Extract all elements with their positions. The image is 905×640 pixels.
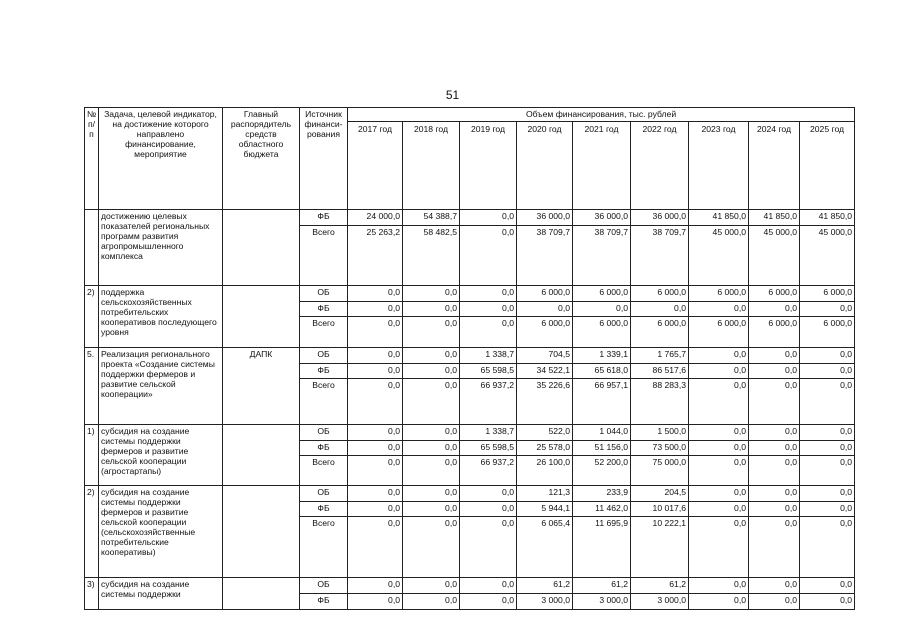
amount-cell: 0,0	[800, 502, 855, 517]
amount-cell: 66 937,2	[460, 379, 517, 425]
amount-cell: 36 000,0	[517, 210, 573, 226]
amount-cell: 0,0	[800, 425, 855, 441]
amount-cell: 10 222,1	[631, 517, 689, 578]
amount-cell: 45 000,0	[749, 226, 800, 286]
amount-cell: 0,0	[800, 302, 855, 317]
header-year: 2024 год	[749, 122, 800, 210]
amount-cell: 45 000,0	[689, 226, 749, 286]
amount-cell: 0,0	[460, 517, 517, 578]
amount-cell: 35 226,6	[517, 379, 573, 425]
task-description: субсидия на создание системы поддержки фермеров и развитие сельской кооперации (агростартапы)	[99, 425, 223, 486]
amount-cell: 0,0	[460, 317, 517, 348]
budget-manager	[223, 286, 300, 348]
amount-cell: 11 695,9	[573, 517, 631, 578]
table-row	[85, 348, 855, 364]
amount-cell: 704,5	[517, 348, 573, 364]
amount-cell: 0,0	[403, 578, 460, 594]
row-number: 1)	[85, 425, 99, 486]
amount-cell: 0,0	[460, 226, 517, 286]
header-year: 2023 год	[689, 122, 749, 210]
amount-cell: 0,0	[348, 456, 403, 486]
amount-cell: 0,0	[800, 486, 855, 502]
amount-cell: 0,0	[689, 578, 749, 594]
amount-cell: 61,2	[573, 578, 631, 594]
header-manager: Главный распорядитель средств областного бюджета	[223, 108, 300, 210]
amount-cell: 121,3	[517, 486, 573, 502]
amount-cell: 0,0	[800, 441, 855, 456]
funding-source: ФБ	[300, 364, 348, 379]
amount-cell: 73 500,0	[631, 441, 689, 456]
funding-source: Всего	[300, 317, 348, 348]
amount-cell: 0,0	[403, 348, 460, 364]
amount-cell: 0,0	[689, 441, 749, 456]
funding-source: ОБ	[300, 348, 348, 364]
header-year: 2018 год	[403, 122, 460, 210]
amount-cell: 0,0	[460, 502, 517, 517]
amount-cell: 0,0	[348, 317, 403, 348]
amount-cell: 25 578,0	[517, 441, 573, 456]
amount-cell: 0,0	[749, 425, 800, 441]
amount-cell: 6 000,0	[517, 286, 573, 302]
funding-source: ОБ	[300, 486, 348, 502]
amount-cell: 88 283,3	[631, 379, 689, 425]
amount-cell: 0,0	[689, 502, 749, 517]
amount-cell: 0,0	[348, 594, 403, 610]
amount-cell: 0,0	[348, 348, 403, 364]
budget-manager: ДАПК	[223, 348, 300, 425]
amount-cell: 0,0	[749, 364, 800, 379]
amount-cell: 0,0	[348, 486, 403, 502]
amount-cell: 0,0	[348, 517, 403, 578]
amount-cell: 61,2	[517, 578, 573, 594]
amount-cell: 25 263,2	[348, 226, 403, 286]
amount-cell: 41 850,0	[749, 210, 800, 226]
amount-cell: 0,0	[460, 578, 517, 594]
amount-cell: 6 000,0	[749, 317, 800, 348]
funding-source: ФБ	[300, 502, 348, 517]
amount-cell: 1 500,0	[631, 425, 689, 441]
amount-cell: 0,0	[800, 517, 855, 578]
amount-cell: 5 944,1	[517, 502, 573, 517]
amount-cell: 41 850,0	[800, 210, 855, 226]
amount-cell: 0,0	[689, 379, 749, 425]
amount-cell: 1 765,7	[631, 348, 689, 364]
amount-cell: 61,2	[631, 578, 689, 594]
amount-cell: 66 957,1	[573, 379, 631, 425]
amount-cell: 24 000,0	[348, 210, 403, 226]
amount-cell: 0,0	[800, 594, 855, 610]
amount-cell: 0,0	[800, 578, 855, 594]
amount-cell: 0,0	[689, 517, 749, 578]
amount-cell: 6 000,0	[573, 317, 631, 348]
amount-cell: 0,0	[460, 286, 517, 302]
amount-cell: 0,0	[749, 517, 800, 578]
amount-cell: 6 000,0	[573, 286, 631, 302]
amount-cell: 0,0	[460, 594, 517, 610]
amount-cell: 0,0	[689, 348, 749, 364]
amount-cell: 0,0	[460, 486, 517, 502]
table-row	[85, 486, 855, 502]
amount-cell: 6 000,0	[689, 317, 749, 348]
amount-cell: 34 522,1	[517, 364, 573, 379]
header-source: Источник финанси-рования	[300, 108, 348, 210]
amount-cell: 3 000,0	[631, 594, 689, 610]
amount-cell: 0,0	[689, 302, 749, 317]
page-number: 51	[445, 88, 460, 102]
amount-cell: 0,0	[689, 486, 749, 502]
amount-cell: 11 462,0	[573, 502, 631, 517]
amount-cell: 0,0	[800, 379, 855, 425]
amount-cell: 65 598,5	[460, 364, 517, 379]
header-year: 2021 год	[573, 122, 631, 210]
amount-cell: 0,0	[348, 302, 403, 317]
row-number: 2)	[85, 486, 99, 578]
amount-cell: 45 000,0	[800, 226, 855, 286]
amount-cell: 86 517,6	[631, 364, 689, 379]
amount-cell: 0,0	[749, 594, 800, 610]
table-row	[85, 210, 855, 226]
amount-cell: 65 598,5	[460, 441, 517, 456]
amount-cell: 75 000,0	[631, 456, 689, 486]
amount-cell: 10 017,6	[631, 502, 689, 517]
budget-manager	[223, 425, 300, 486]
funding-source: ФБ	[300, 302, 348, 317]
amount-cell: 0,0	[403, 517, 460, 578]
amount-cell: 0,0	[403, 502, 460, 517]
header-task: Задача, целевой индикатор, на достижение которого направлено финансирование, мероприятие	[99, 108, 223, 210]
amount-cell: 54 388,7	[403, 210, 460, 226]
table-row	[85, 425, 855, 441]
amount-cell: 41 850,0	[689, 210, 749, 226]
amount-cell: 0,0	[631, 302, 689, 317]
amount-cell: 0,0	[800, 456, 855, 486]
amount-cell: 0,0	[749, 379, 800, 425]
amount-cell: 6 000,0	[631, 317, 689, 348]
task-description: субсидия на создание системы поддержки фермеров и развитие сельской кооперации (сельскохозяйственные потребительские кооперативы)	[99, 486, 223, 578]
amount-cell: 0,0	[403, 486, 460, 502]
budget-manager	[223, 486, 300, 578]
row-number: 2)	[85, 286, 99, 348]
amount-cell: 0,0	[749, 348, 800, 364]
amount-cell: 6 065,4	[517, 517, 573, 578]
amount-cell: 38 709,7	[631, 226, 689, 286]
funding-source: Всего	[300, 379, 348, 425]
amount-cell: 36 000,0	[631, 210, 689, 226]
amount-cell: 0,0	[348, 364, 403, 379]
header-year: 2019 год	[460, 122, 517, 210]
task-description: поддержка сельскохозяйственных потребительских кооперативов последующего уровня	[99, 286, 223, 348]
financing-table	[84, 107, 855, 610]
amount-cell: 0,0	[403, 456, 460, 486]
amount-cell: 0,0	[348, 425, 403, 441]
funding-source: Всего	[300, 456, 348, 486]
amount-cell: 52 200,0	[573, 456, 631, 486]
amount-cell: 0,0	[749, 502, 800, 517]
table-row	[85, 286, 855, 302]
amount-cell: 6 000,0	[689, 286, 749, 302]
amount-cell: 38 709,7	[517, 226, 573, 286]
amount-cell: 0,0	[689, 594, 749, 610]
amount-cell: 6 000,0	[800, 286, 855, 302]
amount-cell: 0,0	[348, 286, 403, 302]
header-year: 2020 год	[517, 122, 573, 210]
task-description: достижению целевых показателей региональных программ развития агропромышленного комплекса	[99, 210, 223, 286]
row-number: 3)	[85, 578, 99, 610]
funding-source: ОБ	[300, 286, 348, 302]
amount-cell: 0,0	[689, 425, 749, 441]
amount-cell: 1 044,0	[573, 425, 631, 441]
amount-cell: 0,0	[517, 302, 573, 317]
header-year: 2025 год	[800, 122, 855, 210]
amount-cell: 1 338,7	[460, 348, 517, 364]
amount-cell: 6 000,0	[749, 286, 800, 302]
amount-cell: 0,0	[348, 379, 403, 425]
funding-source: ОБ	[300, 578, 348, 594]
amount-cell: 233,9	[573, 486, 631, 502]
amount-cell: 6 000,0	[517, 317, 573, 348]
amount-cell: 0,0	[403, 286, 460, 302]
amount-cell: 0,0	[749, 302, 800, 317]
amount-cell: 0,0	[573, 302, 631, 317]
amount-cell: 3 000,0	[573, 594, 631, 610]
amount-cell: 0,0	[403, 441, 460, 456]
funding-source: Всего	[300, 517, 348, 578]
amount-cell: 0,0	[749, 486, 800, 502]
amount-cell: 58 482,5	[403, 226, 460, 286]
amount-cell: 3 000,0	[517, 594, 573, 610]
budget-manager	[223, 210, 300, 286]
amount-cell: 65 618,0	[573, 364, 631, 379]
funding-source: Всего	[300, 226, 348, 286]
amount-cell: 0,0	[403, 302, 460, 317]
amount-cell: 38 709,7	[573, 226, 631, 286]
amount-cell: 0,0	[403, 379, 460, 425]
amount-cell: 0,0	[460, 302, 517, 317]
amount-cell: 0,0	[749, 441, 800, 456]
header-year: 2022 год	[631, 122, 689, 210]
amount-cell: 6 000,0	[800, 317, 855, 348]
task-description: Реализация регионального проекта «Создание системы поддержки фермеров и развитие сельской кооперации»	[99, 348, 223, 425]
row-number	[85, 210, 99, 286]
amount-cell: 0,0	[460, 210, 517, 226]
amount-cell: 51 156,0	[573, 441, 631, 456]
amount-cell: 0,0	[348, 502, 403, 517]
task-description: субсидия на создание системы поддержки	[99, 578, 223, 610]
header-year: 2017 год	[348, 122, 403, 210]
table-row	[85, 578, 855, 594]
amount-cell: 0,0	[800, 364, 855, 379]
amount-cell: 0,0	[403, 425, 460, 441]
amount-cell: 26 100,0	[517, 456, 573, 486]
amount-cell: 204,5	[631, 486, 689, 502]
amount-cell: 1 338,7	[460, 425, 517, 441]
amount-cell: 0,0	[348, 578, 403, 594]
amount-cell: 1 339,1	[573, 348, 631, 364]
amount-cell: 0,0	[800, 348, 855, 364]
amount-cell: 0,0	[749, 578, 800, 594]
amount-cell: 0,0	[403, 364, 460, 379]
header-volume: Объем финансирования, тыс. рублей	[348, 108, 855, 122]
amount-cell: 6 000,0	[631, 286, 689, 302]
row-number: 5.	[85, 348, 99, 425]
amount-cell: 36 000,0	[573, 210, 631, 226]
amount-cell: 66 937,2	[460, 456, 517, 486]
funding-source: ОБ	[300, 425, 348, 441]
amount-cell: 522,0	[517, 425, 573, 441]
header-num: № п/п	[85, 108, 99, 210]
amount-cell: 0,0	[749, 456, 800, 486]
amount-cell: 0,0	[689, 456, 749, 486]
budget-manager	[223, 578, 300, 610]
amount-cell: 0,0	[348, 441, 403, 456]
funding-source: ФБ	[300, 594, 348, 610]
funding-source: ФБ	[300, 441, 348, 456]
amount-cell: 0,0	[689, 364, 749, 379]
funding-source: ФБ	[300, 210, 348, 226]
amount-cell: 0,0	[403, 594, 460, 610]
amount-cell: 0,0	[403, 317, 460, 348]
